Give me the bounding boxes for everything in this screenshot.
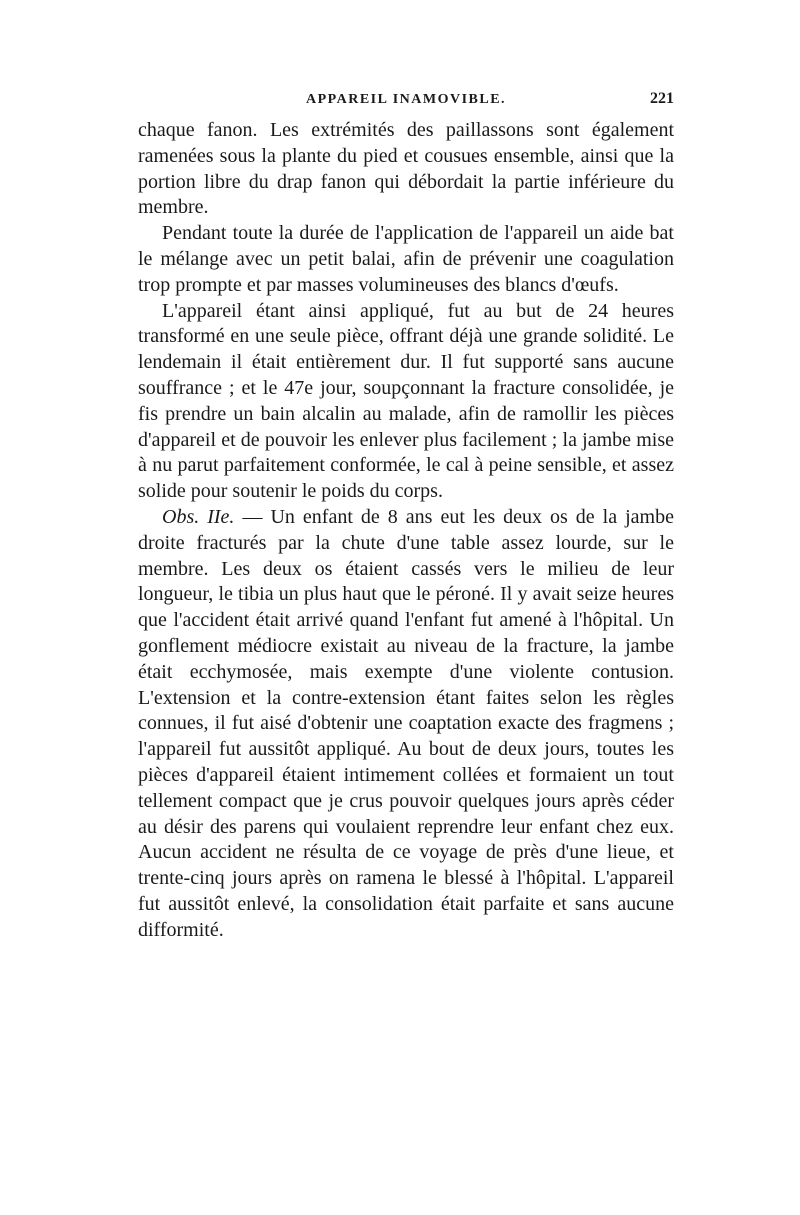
observation-paragraph: [138, 505, 674, 944]
paragraph-continuation: chaque fanon. Les extrémités des paillassons sont également ramenées sous la plante du pied et cousues ensemble, ainsi que la portion libre du drap fanon qui débordait la partie inférieure du membre.: [138, 119, 674, 219]
page-header: [138, 88, 674, 116]
paragraph-application: Pendant toute la durée de l'application de l'appareil un aide bat le mélange avec un petit balai, afin de prévenir une coagulation trop prompte et par masses volumineuses des blancs d'œufs.: [138, 222, 674, 296]
page-number: 221: [650, 90, 674, 107]
book-page: [138, 88, 674, 944]
observation-text: — Un enfant de 8 ans eut les deux os de la jambe droite fracturés par la chute d'une table assez lourde, sur le membre. Les deux os étaient cassés vers le milieu de leur longueur, le tibia un plus haut que le péroné. Il y avait seize heures que l'accident était arrivé quand l'enfant fut amené à l'hôpital. Un gonflement médiocre existait au niveau de la fracture, la jambe était ecchymosée, mais exempte d'une violente contusion. L'extension et la contre-extension étant faites selon les règles connues, il fut aisé d'obtenir une coaptation exacte des fragmens ; l'appareil fut aussitôt appliqué. Au bout de deux jours, toutes les pièces d'appareil étaient intimement collées et formaient un tout tellement compact que je crus pouvoir quelques jours après céder au désir des parens qui voulaient reprendre leur enfant chez eux. Aucun accident ne résulta de ce voyage de près d'une lieue, et trente-cinq jours après on ramena le blessé à l'hôpital. L'appareil fut aussitôt enlevé, la consolidation était parfaite et sans aucune difformité.: [138, 505, 674, 941]
observation-label: Obs. IIe.: [162, 505, 235, 528]
paragraph-result: L'appareil étant ainsi appliqué, fut au but de 24 heures transformé en une seule pièce, offrant déjà une grande solidité. Le lendemain il était entièrement dur. Il fut supporté sans aucune souffrance ; et le 47e jour, soupçonnant la fracture consolidée, je fis prendre un bain alcalin au malade, afin de ramollir les pièces d'appareil et de pouvoir les enlever plus facilement ; la jambe mise à nu parut parfaitement conformée, le cal à peine sensible, et assez solide pour soutenir le poids du corps.: [138, 299, 674, 503]
body-text: [138, 118, 674, 944]
running-title: APPAREIL INAMOVIBLE.: [305, 92, 507, 107]
